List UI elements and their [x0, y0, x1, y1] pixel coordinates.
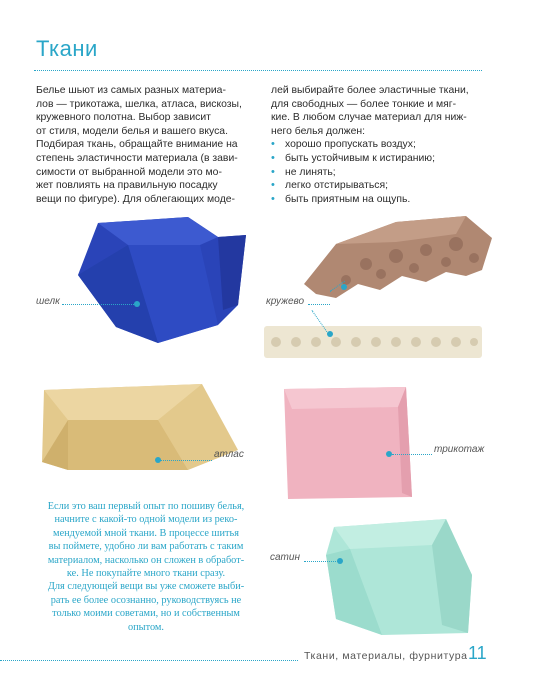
text-line: Белье шьют из самых разных материа- — [36, 85, 226, 96]
text-line: него белья должен: — [271, 125, 366, 137]
body-text-left — [36, 84, 246, 206]
lace-fabric-image — [296, 214, 498, 306]
atlas-marker — [155, 457, 161, 463]
text-line: кие. В любом случае материал для ниж- — [271, 112, 467, 124]
lace-label: кружево — [266, 296, 305, 307]
text-line: симости от выбранной модели это мо- — [36, 166, 222, 178]
note-line: только моими советами, но и собственным — [52, 608, 240, 620]
list-item: • легко отстирываться; — [271, 179, 489, 193]
note-line: начните с какой-то одной модели из реко- — [54, 514, 238, 526]
note-line: мендуемой мной ткани. В процессе шитья — [53, 527, 239, 539]
text-line: для свободных — более тонкие и мяг- — [271, 98, 457, 110]
footer-divider — [0, 660, 298, 661]
lace-marker — [341, 284, 347, 290]
knit-marker — [386, 451, 392, 457]
page-number: 11 — [468, 643, 487, 663]
silk-label: шелк — [36, 296, 60, 307]
text-line: лов — трикотажа, шелка, атласа, вискозы, — [36, 98, 242, 110]
text-line: от стиля, модели белья и вашего вкуса. — [36, 125, 228, 137]
text-line: Подбирая ткань, обращайте внимание на — [36, 139, 238, 151]
satin-label: сатин — [270, 552, 300, 563]
atlas-label-line — [160, 460, 212, 461]
text-line: кружевного полотна. Выбор зависит — [36, 112, 211, 124]
list-item: • не линять; — [271, 166, 489, 180]
page-title: Ткани — [36, 36, 98, 61]
note-line: Для следующей вещи вы уже сможете выби- — [47, 581, 245, 593]
text-line: лей выбирайте более эластичные ткани, — [271, 85, 469, 96]
knit-fabric-image — [278, 385, 418, 501]
body-text-right — [271, 84, 489, 206]
knit-label: трикотаж — [434, 444, 485, 455]
silk-fabric-image — [68, 215, 258, 350]
text-line: степень эластичности материала (в зави- — [36, 152, 238, 164]
list-item: • хорошо пропускать воздух; — [271, 138, 489, 152]
lace-trim-image — [262, 322, 484, 364]
note-line: опытом. — [128, 621, 164, 633]
note-line: Если это ваш первый опыт по пошиву белья, — [47, 501, 245, 512]
silk-marker — [134, 301, 140, 307]
satin-fabric-image — [322, 515, 476, 639]
satin-label-line — [304, 561, 338, 562]
lace-trim-marker — [327, 331, 333, 337]
silk-label-line — [62, 304, 136, 305]
footer-title: Ткани, материалы, фурнитура — [304, 650, 468, 662]
atlas-label: атлас — [214, 449, 244, 460]
list-item: • быть устойчивым к истиранию; — [271, 152, 489, 166]
knit-label-line — [392, 454, 432, 455]
text-line: вещи по фигуре). Для облегающих моде- — [36, 193, 236, 205]
note-line: материалом, насколько он сложен в обработ- — [47, 554, 245, 566]
lace-label-line-a — [308, 304, 330, 305]
note-line: вы поймете, удобно ли вам работать с таким — [48, 541, 244, 553]
title-divider — [34, 70, 482, 71]
advice-note — [20, 500, 272, 634]
note-line: рать ее более осознанно, руководствуясь не — [50, 594, 242, 606]
requirements-list — [271, 138, 489, 206]
list-item: • быть приятным на ощупь. — [271, 193, 489, 207]
satin-marker — [337, 558, 343, 564]
text-line: жет повлиять на правильную посадку — [36, 180, 218, 192]
note-line: ке. Не покупайте много ткани сразу. — [66, 568, 226, 580]
